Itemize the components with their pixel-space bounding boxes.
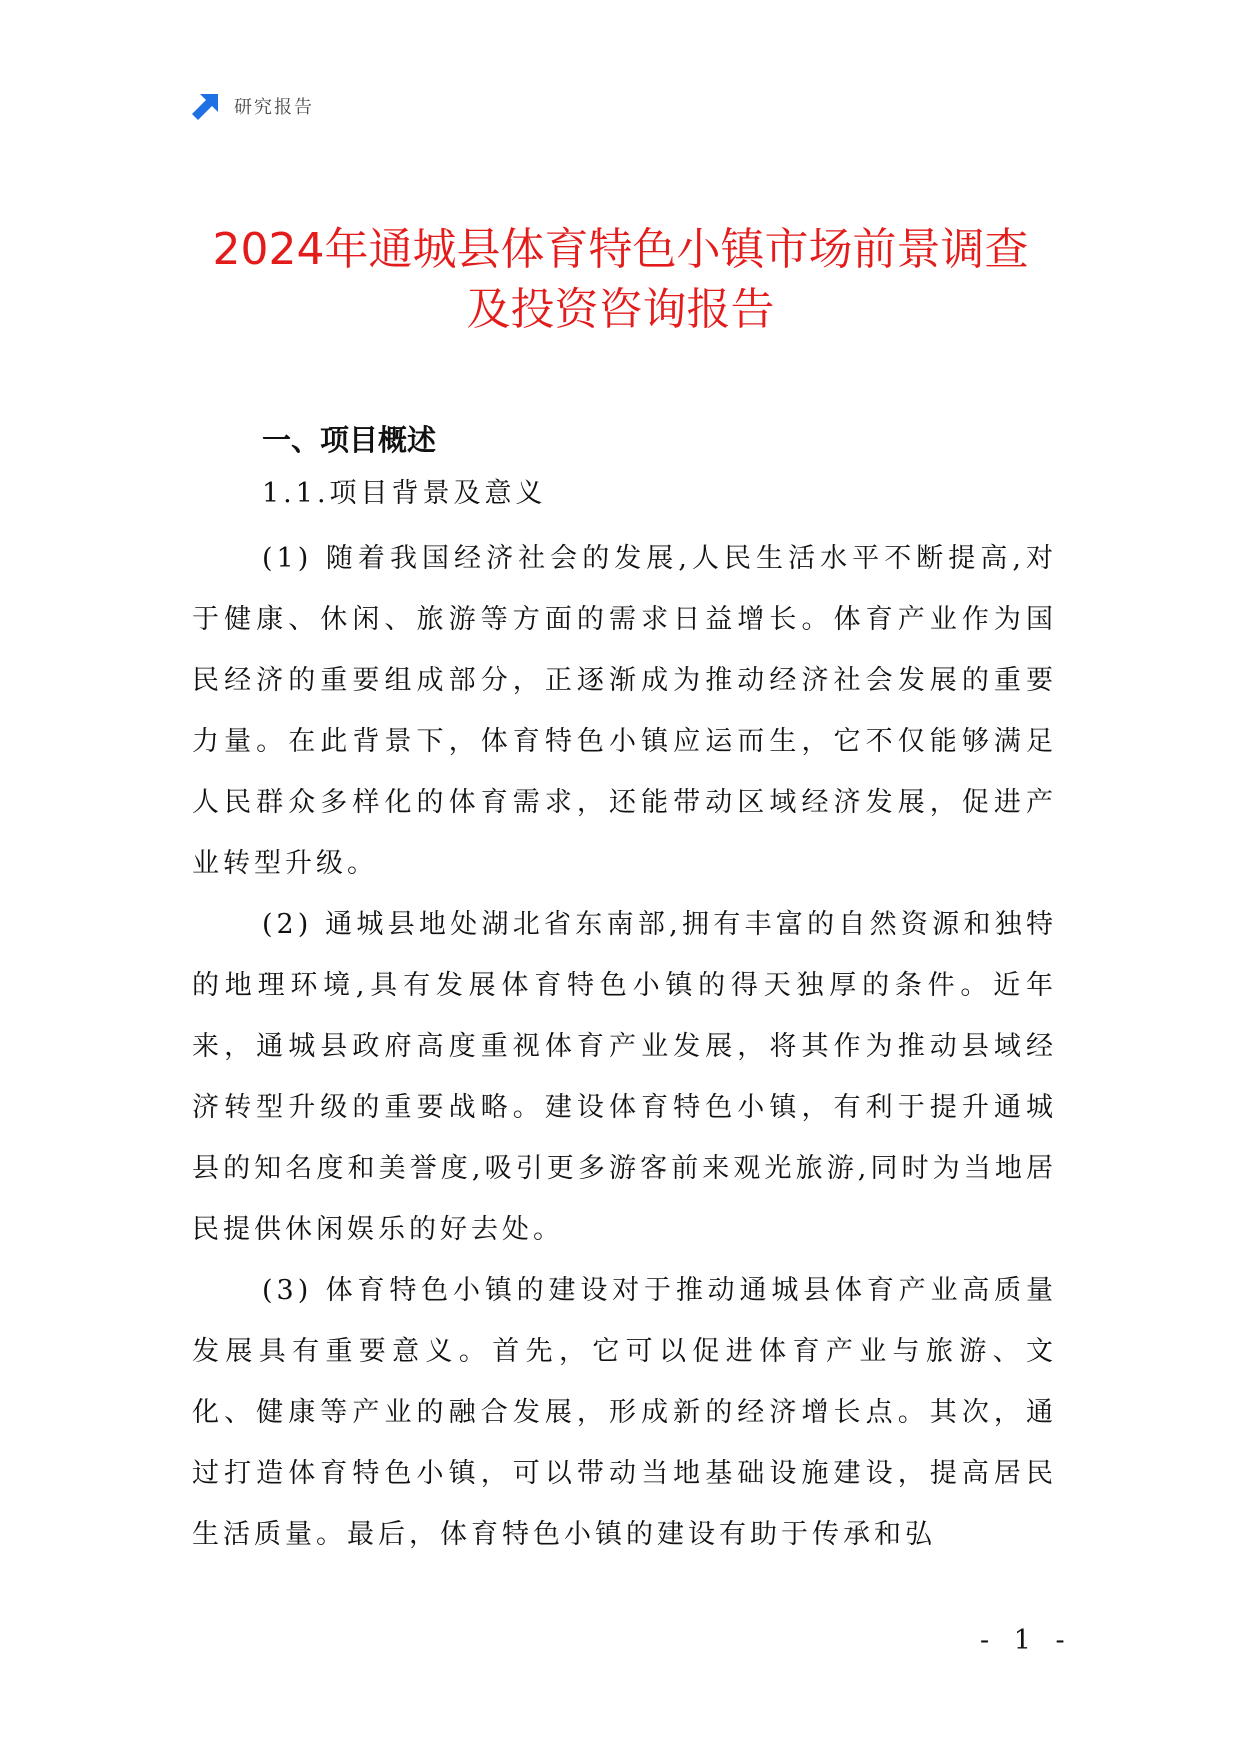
paragraph-2: (2) 通城县地处湖北省东南部,拥有丰富的自然资源和独特的地理环境,具有发展体育特色小镇的得天独厚的条件。近年来，通城县政府高度重视体育产业发展，将其作为推动县域经济转型升级的重要战略。建设体育特色小镇，有利于提升通城县的知名度和美誉度,吸引更多游客前来观光旅游,同时为当地居民提供休闲娱乐的好去处。 — [192, 909, 1057, 1245]
title-line-2: 及投资咨询报告 — [466, 284, 775, 335]
section-heading: 一、项目概述 — [262, 423, 437, 457]
title-line-1: 2024年通城县体育特色小镇市场前景调查 — [212, 224, 1029, 275]
header-label: 研究报告 — [234, 97, 314, 118]
paragraph-1: (1) 随着我国经济社会的发展,人民生活水平不断提高,对于健康、休闲、旅游等方面的需求日益增长。体育产业作为国民经济的重要组成部分，正逐渐成为推动经济社会发展的重要力量。在此背景下，体育特色小镇应运而生，它不仅能够满足人民群众多样化的体育需求，还能带动区域经济发展，促进产业转型升级。 — [192, 543, 1057, 879]
arrow-up-right-icon — [190, 90, 222, 122]
paragraph-3: (3) 体育特色小镇的建设对于推动通城县体育产业高质量发展具有重要意义。首先，它可以促进体育产业与旅游、文化、健康等产业的融合发展，形成新的经济增长点。其次，通过打造体育特色小镇，可以带动当地基础设施建设，提高居民生活质量。最后，体育特色小镇的建设有助于传承和弘 — [192, 1275, 1057, 1550]
page-number: - 1 - — [980, 1625, 1073, 1656]
report-header — [190, 88, 314, 124]
subsection-heading: 1.1.项目背景及意义 — [262, 478, 547, 509]
document-title — [120, 220, 1121, 340]
document-body — [192, 420, 1057, 1565]
